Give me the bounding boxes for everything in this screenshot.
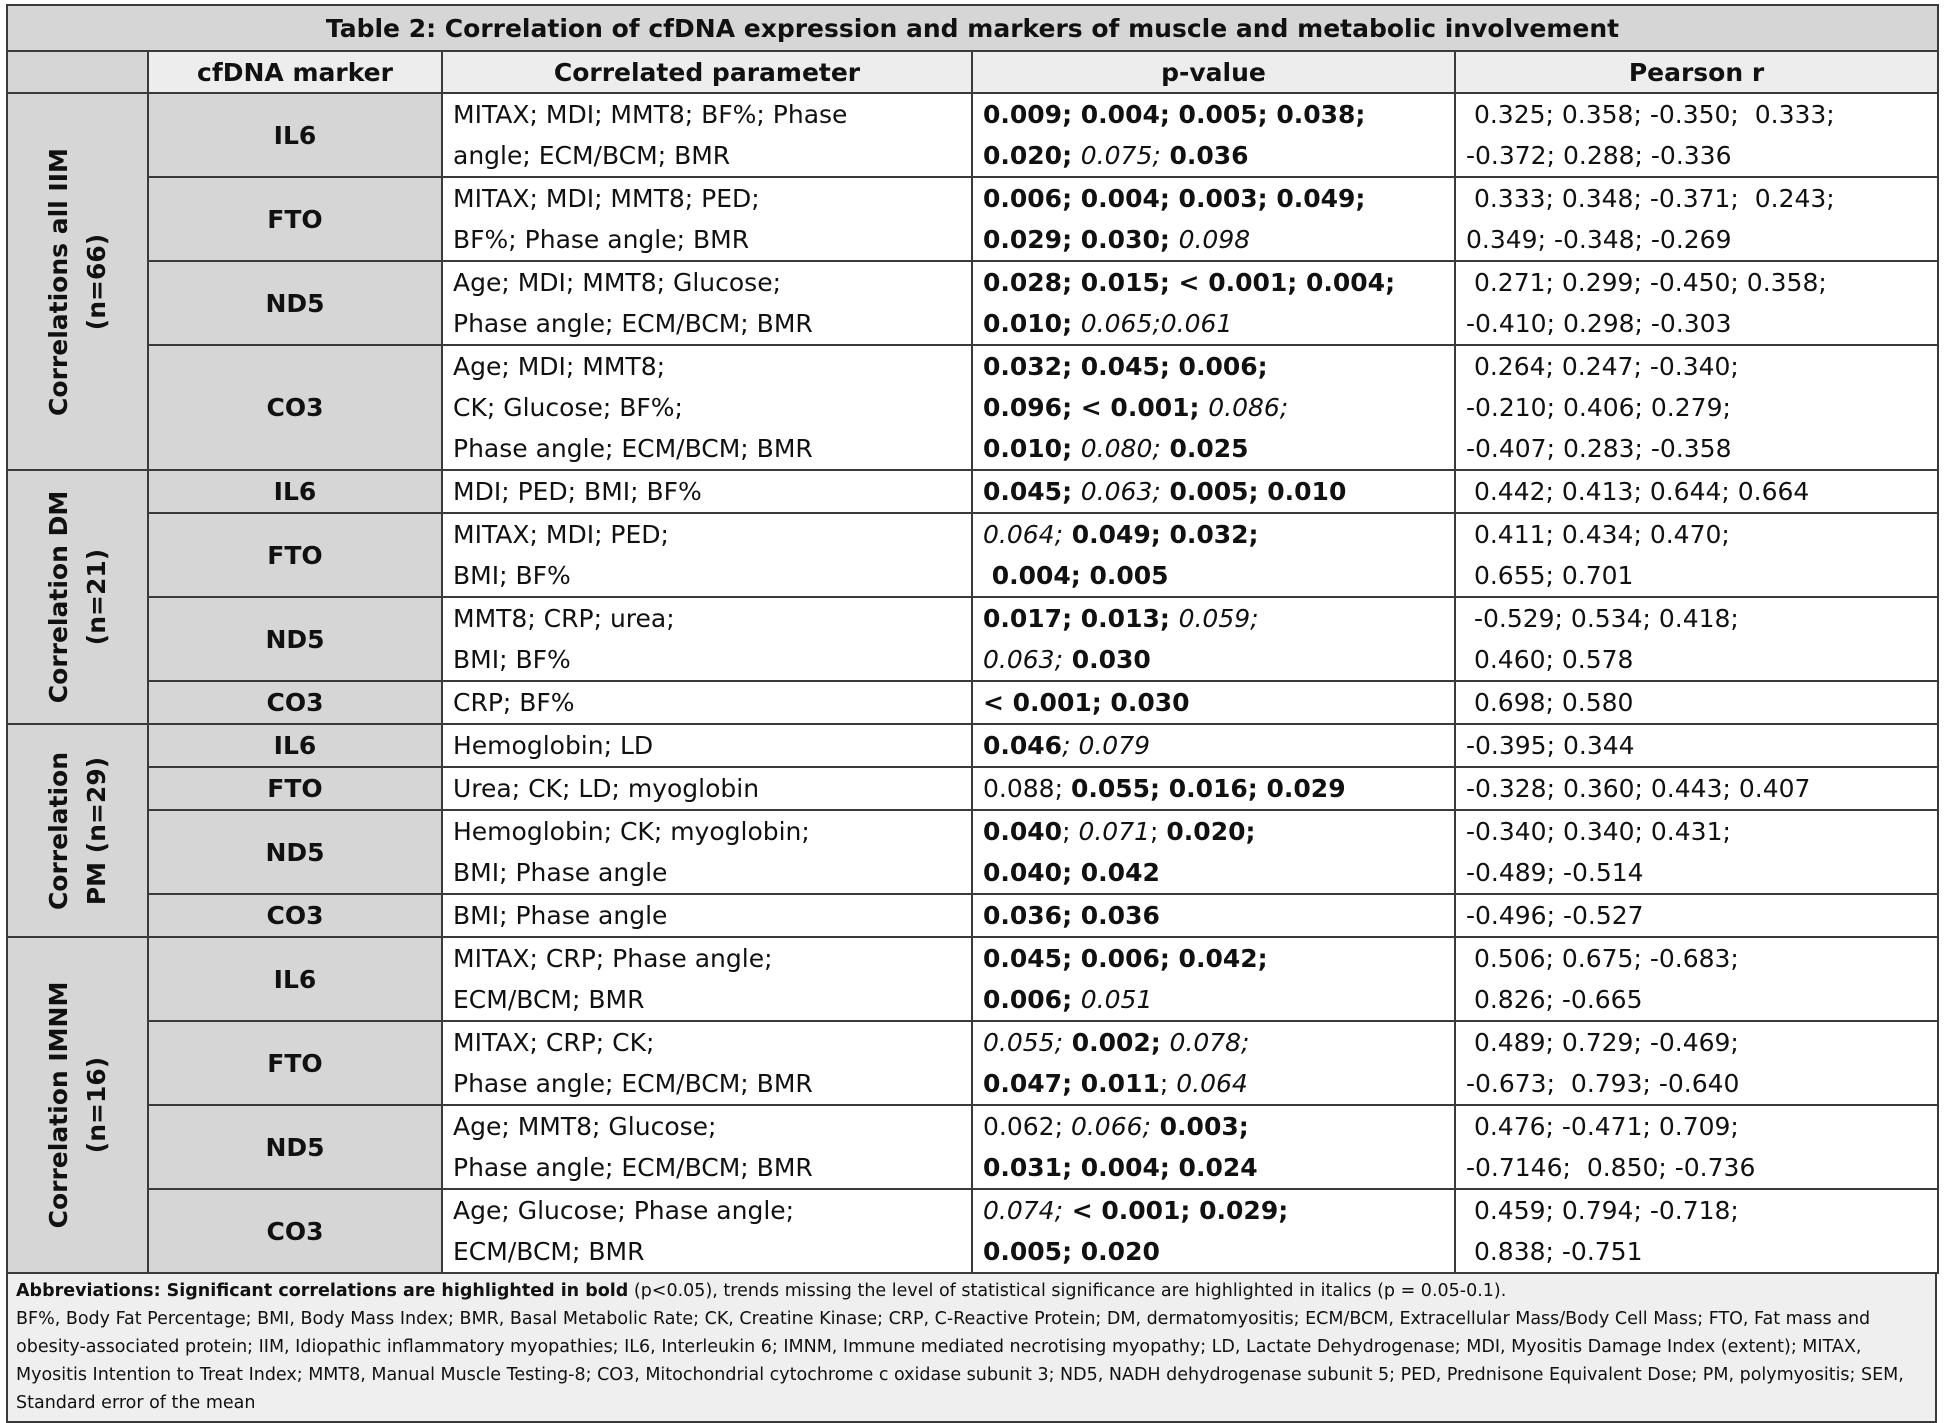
correlated-parameter-cell xyxy=(442,724,972,767)
p-value-line xyxy=(983,895,1444,936)
pearson-r-cell xyxy=(1455,1105,1938,1189)
correlated-parameter-cell xyxy=(442,470,972,513)
p-value-line xyxy=(983,514,1444,555)
correlated-parameter-cell xyxy=(442,1021,972,1105)
cfdna-marker-cell: CO3 xyxy=(148,894,442,937)
p-value-segment: 0.017; 0.013; xyxy=(983,604,1179,633)
pearson-r-cell xyxy=(1455,93,1938,177)
table-row xyxy=(7,681,1938,724)
p-value-segment: 0.047; 0.011 xyxy=(983,1069,1160,1098)
footnote-lead-rest: (p<0.05), trends missing the level of statistical significance are highlighted in italics (p = 0.05-0.1). xyxy=(628,1281,1507,1301)
p-value-segment: 0.010; xyxy=(983,434,1081,463)
p-value-segment: 0.020; xyxy=(983,141,1081,170)
parameter-line: Hemoglobin; LD xyxy=(453,731,654,760)
p-value-cell xyxy=(972,681,1455,724)
parameter-line: Age; MDI; MMT8; Glucose; xyxy=(453,268,782,297)
p-value-segment: 0.063; xyxy=(1080,477,1161,506)
p-value-line xyxy=(983,1106,1444,1147)
p-value-line xyxy=(983,1063,1444,1104)
group-label-cell xyxy=(7,470,148,724)
pearson-r-cell xyxy=(1455,597,1938,681)
p-value-segment: 0.088; xyxy=(983,774,1071,803)
p-value-segment: 0.055; 0.016; 0.029 xyxy=(1070,774,1346,803)
p-value-segment: 0.055; xyxy=(983,1028,1063,1057)
pearson-r-cell xyxy=(1455,1189,1938,1273)
pearson-r-line: 0.459; 0.794; -0.718; xyxy=(1466,1196,1739,1225)
p-value-line xyxy=(983,725,1444,766)
p-value-segment: 0.064; xyxy=(983,520,1063,549)
pearson-r-line: 0.826; -0.665 xyxy=(1466,985,1643,1014)
p-value-cell xyxy=(972,810,1455,894)
p-value-cell xyxy=(972,767,1455,810)
parameter-line: BMI; Phase angle xyxy=(453,901,668,930)
p-value-line xyxy=(983,1190,1444,1231)
parameter-line: ECM/BCM; BMR xyxy=(453,1237,645,1266)
correlated-parameter-cell xyxy=(442,894,972,937)
parameter-line: angle; ECM/BCM; BMR xyxy=(453,141,731,170)
p-value-cell xyxy=(972,1189,1455,1273)
p-value-segment: 0.025 xyxy=(1160,434,1249,463)
group-label-line: (n=16) xyxy=(81,1056,111,1154)
cfdna-marker-cell: ND5 xyxy=(148,810,442,894)
p-value-cell xyxy=(972,1105,1455,1189)
header-blank xyxy=(7,51,148,93)
p-value-segment: ; xyxy=(1159,1069,1177,1098)
p-value-line xyxy=(983,1147,1444,1188)
cfdna-marker-cell: CO3 xyxy=(148,681,442,724)
pearson-r-line: 0.655; 0.701 xyxy=(1466,561,1634,590)
table-row xyxy=(7,93,1938,177)
pearson-r-line: 0.698; 0.580 xyxy=(1466,688,1634,717)
p-value-line xyxy=(983,639,1444,680)
pearson-r-line: 0.838; -0.751 xyxy=(1466,1237,1643,1266)
correlation-table xyxy=(6,4,1939,1274)
group-label-cell xyxy=(7,937,148,1273)
table-row xyxy=(7,894,1938,937)
p-value-cell xyxy=(972,470,1455,513)
p-value-line xyxy=(983,938,1444,979)
correlated-parameter-cell xyxy=(442,810,972,894)
parameter-line: Age; Glucose; Phase angle; xyxy=(453,1196,795,1225)
abbreviations-footnote xyxy=(6,1274,1937,1423)
correlated-parameter-cell xyxy=(442,1105,972,1189)
pearson-r-line: 0.411; 0.434; 0.470; xyxy=(1466,520,1730,549)
p-value-cell xyxy=(972,345,1455,470)
p-value-segment: 0.074; xyxy=(983,1196,1063,1225)
p-value-segment: 0.078; xyxy=(1169,1028,1250,1057)
p-value-line xyxy=(983,178,1444,219)
pearson-r-line: 0.325; 0.358; -0.350; 0.333; xyxy=(1466,100,1835,129)
p-value-segment: 0.036 xyxy=(1160,141,1249,170)
parameter-line: Phase angle; ECM/BCM; BMR xyxy=(453,309,813,338)
group-label-cell xyxy=(7,724,148,937)
p-value-segment: 0.030 xyxy=(1063,645,1151,674)
table-container xyxy=(6,4,1937,1423)
table-row xyxy=(7,1105,1938,1189)
p-value-segment: 0.075; xyxy=(1080,141,1161,170)
parameter-line: MITAX; MDI; PED; xyxy=(453,520,669,549)
p-value-segment: ; xyxy=(1062,817,1079,846)
p-value-segment: 0.063; xyxy=(983,645,1063,674)
pearson-r-cell xyxy=(1455,1021,1938,1105)
p-value-segment: 0.064 xyxy=(1176,1069,1248,1098)
pearson-r-line: -0.496; -0.527 xyxy=(1466,901,1644,930)
p-value-line xyxy=(983,428,1444,469)
correlated-parameter-cell xyxy=(442,513,972,597)
p-value-line xyxy=(983,219,1444,260)
pearson-r-cell xyxy=(1455,894,1938,937)
table-row xyxy=(7,470,1938,513)
p-value-segment: 0.049; 0.032; xyxy=(1063,520,1259,549)
pearson-r-line: -0.328; 0.360; 0.443; 0.407 xyxy=(1466,774,1811,803)
cfdna-marker-cell: FTO xyxy=(148,1021,442,1105)
correlated-parameter-cell xyxy=(442,177,972,261)
p-value-segment: < 0.001; 0.029; xyxy=(1063,1196,1289,1225)
table-row xyxy=(7,345,1938,470)
header-pearson-r: Pearson r xyxy=(1455,51,1938,93)
parameter-line: Phase angle; ECM/BCM; BMR xyxy=(453,434,813,463)
pearson-r-cell xyxy=(1455,345,1938,470)
p-value-segment: 0.004; 0.005 xyxy=(983,561,1169,590)
cfdna-marker-cell: FTO xyxy=(148,767,442,810)
p-value-line xyxy=(983,303,1444,344)
pearson-r-line: -0.489; -0.514 xyxy=(1466,858,1644,887)
p-value-cell xyxy=(972,597,1455,681)
p-value-cell xyxy=(972,937,1455,1021)
p-value-segment: 0.040; 0.042 xyxy=(983,858,1160,887)
table-row xyxy=(7,177,1938,261)
p-value-cell xyxy=(972,1021,1455,1105)
pearson-r-line: -0.410; 0.298; -0.303 xyxy=(1466,309,1732,338)
group-label-line: Correlations all IIM xyxy=(43,147,73,416)
group-label xyxy=(40,937,116,1273)
cfdna-marker-cell: FTO xyxy=(148,177,442,261)
table-row xyxy=(7,767,1938,810)
p-value-cell xyxy=(972,93,1455,177)
p-value-cell xyxy=(972,513,1455,597)
p-value-segment: 0.029; 0.030; xyxy=(983,225,1179,254)
p-value-segment: 0.045; xyxy=(983,477,1081,506)
p-value-cell xyxy=(972,894,1455,937)
parameter-line: Phase angle; ECM/BCM; BMR xyxy=(453,1153,813,1182)
p-value-segment: 0.005; 0.020 xyxy=(983,1237,1160,1266)
p-value-line xyxy=(983,262,1444,303)
p-value-segment: 0.080; xyxy=(1080,434,1161,463)
p-value-segment: 0.046 xyxy=(983,731,1063,760)
p-value-segment: 0.040 xyxy=(983,817,1063,846)
group-label xyxy=(40,724,116,937)
pearson-r-cell xyxy=(1455,767,1938,810)
pearson-r-line: -0.529; 0.534; 0.418; xyxy=(1466,604,1739,633)
p-value-segment: 0.045; 0.006; 0.042; xyxy=(983,944,1268,973)
p-value-line xyxy=(983,94,1444,135)
p-value-segment: 0.036; 0.036 xyxy=(983,901,1160,930)
p-value-segment: 0.003; xyxy=(1150,1112,1249,1141)
cfdna-marker-cell: IL6 xyxy=(148,937,442,1021)
pearson-r-line: -0.407; 0.283; -0.358 xyxy=(1466,434,1732,463)
pearson-r-cell xyxy=(1455,810,1938,894)
p-value-segment: 0.051 xyxy=(1080,985,1153,1014)
cfdna-marker-cell: ND5 xyxy=(148,597,442,681)
pearson-r-cell xyxy=(1455,261,1938,345)
pearson-r-line: 0.506; 0.675; -0.683; xyxy=(1466,944,1739,973)
parameter-line: CRP; BF% xyxy=(453,688,575,717)
p-value-segment: 0.031; 0.004; 0.024 xyxy=(983,1153,1258,1182)
parameter-line: MDI; PED; BMI; BF% xyxy=(453,477,702,506)
p-value-segment: 0.002; xyxy=(1063,1028,1170,1057)
header-correlated-parameter: Correlated parameter xyxy=(442,51,972,93)
p-value-line xyxy=(983,598,1444,639)
header-p-value: p-value xyxy=(972,51,1455,93)
p-value-segment: 0.066; xyxy=(1070,1112,1151,1141)
pearson-r-line: 0.476; -0.471; 0.709; xyxy=(1466,1112,1739,1141)
pearson-r-cell xyxy=(1455,724,1938,767)
parameter-line: Age; MDI; MMT8; xyxy=(453,352,666,381)
p-value-line xyxy=(983,979,1444,1020)
p-value-segment: 0.059; xyxy=(1178,604,1259,633)
group-label-line: Correlation IMNM xyxy=(43,981,73,1229)
cfdna-marker-cell: IL6 xyxy=(148,724,442,767)
pearson-r-cell xyxy=(1455,177,1938,261)
pearson-r-line: -0.210; 0.406; 0.279; xyxy=(1466,393,1731,422)
table-body xyxy=(7,93,1938,1273)
p-value-line xyxy=(983,555,1444,596)
parameter-line: BMI; Phase angle xyxy=(453,858,668,887)
correlated-parameter-cell xyxy=(442,937,972,1021)
p-value-segment: 0.006; xyxy=(983,985,1081,1014)
pearson-r-cell xyxy=(1455,470,1938,513)
parameter-line: Phase angle; ECM/BCM; BMR xyxy=(453,1069,813,1098)
cfdna-marker-cell: ND5 xyxy=(148,1105,442,1189)
p-value-line xyxy=(983,1231,1444,1272)
pearson-r-line: 0.271; 0.299; -0.450; 0.358; xyxy=(1466,268,1827,297)
pearson-r-line: -0.673; 0.793; -0.640 xyxy=(1466,1069,1740,1098)
pearson-r-line: 0.264; 0.247; -0.340; xyxy=(1466,352,1739,381)
table-row xyxy=(7,597,1938,681)
parameter-line: ECM/BCM; BMR xyxy=(453,985,645,1014)
p-value-line xyxy=(983,768,1444,809)
pearson-r-line: -0.372; 0.288; -0.336 xyxy=(1466,141,1732,170)
parameter-line: Age; MMT8; Glucose; xyxy=(453,1112,717,1141)
table-row xyxy=(7,724,1938,767)
footnote-lead: Abbreviations: Significant correlations are highlighted in bold xyxy=(16,1281,629,1301)
correlated-parameter-cell xyxy=(442,1189,972,1273)
correlated-parameter-cell xyxy=(442,261,972,345)
cfdna-marker-cell: IL6 xyxy=(148,93,442,177)
footnote-body: BF%, Body Fat Percentage; BMI, Body Mass Index; BMR, Basal Metabolic Rate; CK, Creatine Kinase; CRP, C-Reactive Protein; DM, dermatomyositis; ECM/BCM, Extracellular Mass/Body Cell Mass; FTO, Fat mass and obesity-associated protein; IIM, Idiopathic inflammatory myopathies; IL6, Interleukin 6; IMNM, Immune mediated necrotising myopathy; LD, Lactate Dehydrogenase; MDI, Myositis Damage Index (extent); MITAX, Myositis Intention to Treat Index; MMT8, Manual Muscle Testing-8; CO3, Mitochondrial cytochrome c oxidase subunit 3; ND5, NADH dehydrogenase subunit 5; PED, Prednisone Equivalent Dose; PM, polymyositis; SEM, Standard error of the mean xyxy=(16,1309,1904,1413)
pearson-r-line: 0.460; 0.578 xyxy=(1466,645,1634,674)
p-value-line xyxy=(983,1022,1444,1063)
group-label-line: Correlation xyxy=(43,751,73,910)
p-value-segment: 0.020; xyxy=(1166,817,1256,846)
table-title: Table 2: Correlation of cfDNA expression and markers of muscle and metabolic involvement xyxy=(7,5,1938,51)
p-value-cell xyxy=(972,261,1455,345)
p-value-segment: 0.062; xyxy=(983,1112,1071,1141)
p-value-segment: 0.006; 0.004; 0.003; 0.049; xyxy=(983,184,1366,213)
parameter-line: MITAX; CRP; CK; xyxy=(453,1028,655,1057)
p-value-segment: 0.096; < 0.001; xyxy=(983,393,1209,422)
table-row xyxy=(7,261,1938,345)
correlated-parameter-cell xyxy=(442,767,972,810)
parameter-line: CK; Glucose; BF%; xyxy=(453,393,683,422)
parameter-line: MITAX; MDI; MMT8; PED; xyxy=(453,184,760,213)
pearson-r-line: 0.333; 0.348; -0.371; 0.243; xyxy=(1466,184,1835,213)
p-value-segment: 0.009; 0.004; 0.005; 0.038; xyxy=(983,100,1366,129)
table-row xyxy=(7,513,1938,597)
pearson-r-line: -0.395; 0.344 xyxy=(1466,731,1635,760)
p-value-segment: 0.032; 0.045; 0.006; xyxy=(983,352,1268,381)
p-value-segment: 0.071 xyxy=(1078,817,1151,846)
p-value-segment: ; 0.079 xyxy=(1062,731,1151,760)
correlated-parameter-cell xyxy=(442,93,972,177)
correlated-parameter-cell xyxy=(442,681,972,724)
group-label-line: (n=66) xyxy=(81,233,111,330)
group-label-line: (n=21) xyxy=(81,548,111,646)
table-row xyxy=(7,937,1938,1021)
p-value-line xyxy=(983,811,1444,852)
correlated-parameter-cell xyxy=(442,597,972,681)
p-value-cell xyxy=(972,724,1455,767)
p-value-segment: 0.086; xyxy=(1208,393,1289,422)
pearson-r-line: -0.7146; 0.850; -0.736 xyxy=(1466,1153,1756,1182)
p-value-segment: 0.010; xyxy=(983,309,1081,338)
p-value-cell xyxy=(972,177,1455,261)
parameter-line: MITAX; MDI; MMT8; BF%; Phase xyxy=(453,100,848,129)
pearson-r-line: -0.340; 0.340; 0.431; xyxy=(1466,817,1731,846)
parameter-line: Urea; CK; LD; myoglobin xyxy=(453,774,760,803)
cfdna-marker-cell: ND5 xyxy=(148,261,442,345)
pearson-r-cell xyxy=(1455,937,1938,1021)
pearson-r-line: 0.442; 0.413; 0.644; 0.664 xyxy=(1466,477,1810,506)
p-value-segment: < 0.001; 0.030 xyxy=(983,688,1190,717)
table-row xyxy=(7,1021,1938,1105)
table-row xyxy=(7,810,1938,894)
pearson-r-cell xyxy=(1455,513,1938,597)
p-value-segment: 0.005; 0.010 xyxy=(1160,477,1347,506)
parameter-line: BMI; BF% xyxy=(453,645,571,674)
parameter-line: BF%; Phase angle; BMR xyxy=(453,225,750,254)
group-label-cell xyxy=(7,93,148,470)
parameter-line: BMI; BF% xyxy=(453,561,571,590)
cfdna-marker-cell: FTO xyxy=(148,513,442,597)
group-label-line: PM (n=29) xyxy=(81,756,111,905)
table-row xyxy=(7,1189,1938,1273)
p-value-line xyxy=(983,135,1444,176)
p-value-segment: ; xyxy=(1150,817,1167,846)
parameter-line: Hemoglobin; CK; myoglobin; xyxy=(453,817,810,846)
parameter-line: MMT8; CRP; urea; xyxy=(453,604,675,633)
p-value-segment: 0.065;0.061 xyxy=(1080,309,1233,338)
p-value-line xyxy=(983,852,1444,893)
p-value-segment: 0.098 xyxy=(1178,225,1251,254)
pearson-r-line: 0.349; -0.348; -0.269 xyxy=(1466,225,1732,254)
pearson-r-cell xyxy=(1455,681,1938,724)
correlated-parameter-cell xyxy=(442,345,972,470)
group-label xyxy=(40,93,116,470)
cfdna-marker-cell: CO3 xyxy=(148,1189,442,1273)
p-value-line xyxy=(983,682,1444,723)
p-value-line xyxy=(983,346,1444,387)
header-cfdna-marker: cfDNA marker xyxy=(148,51,442,93)
pearson-r-line: 0.489; 0.729; -0.469; xyxy=(1466,1028,1739,1057)
cfdna-marker-cell: IL6 xyxy=(148,470,442,513)
group-label-line: Correlation DM xyxy=(43,490,73,704)
group-label xyxy=(40,470,116,724)
parameter-line: MITAX; CRP; Phase angle; xyxy=(453,944,773,973)
p-value-segment: 0.028; 0.015; < 0.001; 0.004; xyxy=(983,268,1396,297)
p-value-line xyxy=(983,471,1444,512)
cfdna-marker-cell: CO3 xyxy=(148,345,442,470)
p-value-line xyxy=(983,387,1444,428)
